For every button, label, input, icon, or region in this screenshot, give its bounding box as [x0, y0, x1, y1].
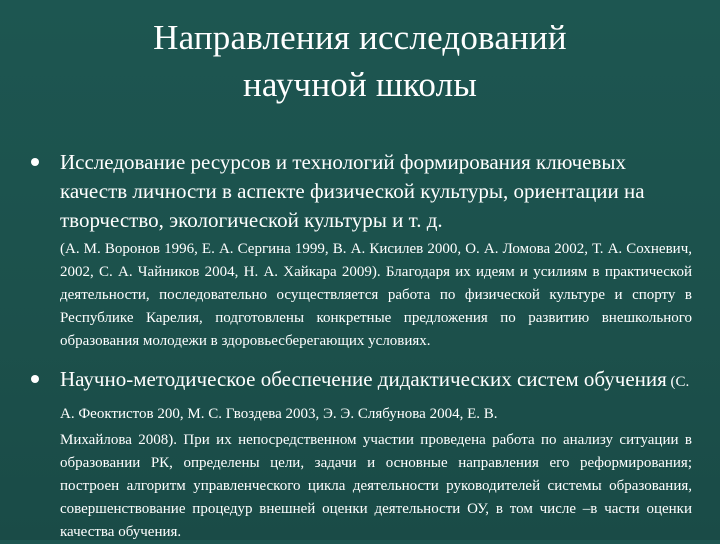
bullet-1-lead: Исследование ресурсов и технологий формирования ключевых качеств личности в аспекте физической культуры, ориентации на творчество, экологической культуры и т. д.	[60, 150, 645, 232]
bullet-2-detail: Михайлова 2008). При их непосредственном участии проведена работа по анализу ситуации в образовании РК, определены цели, задачи и основные направления его реформирования; построен алгоритм управленческого цикла деятельности руководителей системы образования, совершенствование процедур внешней оценки деятельности ОУ, в том числе –в части оценки качества обучения.	[60, 432, 692, 540]
bullet-item-1	[30, 148, 692, 353]
bullet-dot-icon	[31, 158, 39, 166]
bullet-2-lead-wrap	[60, 365, 692, 429]
title-line-2: научной школы	[242, 65, 478, 104]
title-line-1: Направления исследований	[153, 18, 567, 57]
bullet-2-lead: Научно-методическое обеспечение дидактических систем обучения	[60, 367, 667, 391]
bullet-dot-icon	[31, 375, 39, 383]
slide-title	[60, 14, 660, 108]
bullet-2-detail-inline: (С. А. Феоктистов 200, М. С. Гвоздева 2003, Э. Э. Слябунова 2004, Е. В.	[60, 374, 690, 422]
bullet-1-detail: (А. М. Воронов 1996, Е. А. Сергина 1999, В. А. Кисилев 2000, О. А. Ломова 2002, Т. А. Сохневич, 2002, С. А. Чайников 2004, Н. А. Хайкара 2009). Благодаря их идеям и усилиям в практической деятельности, последовательно осуществляется работа по физической культуре и спорту в Республике Карелия, подготовлены конкретные предложения по развитию внешкольного образования молодежи в здоровьесберегающих условиях.	[60, 241, 692, 349]
bullet-list	[30, 148, 692, 544]
bullet-item-2	[30, 365, 692, 544]
